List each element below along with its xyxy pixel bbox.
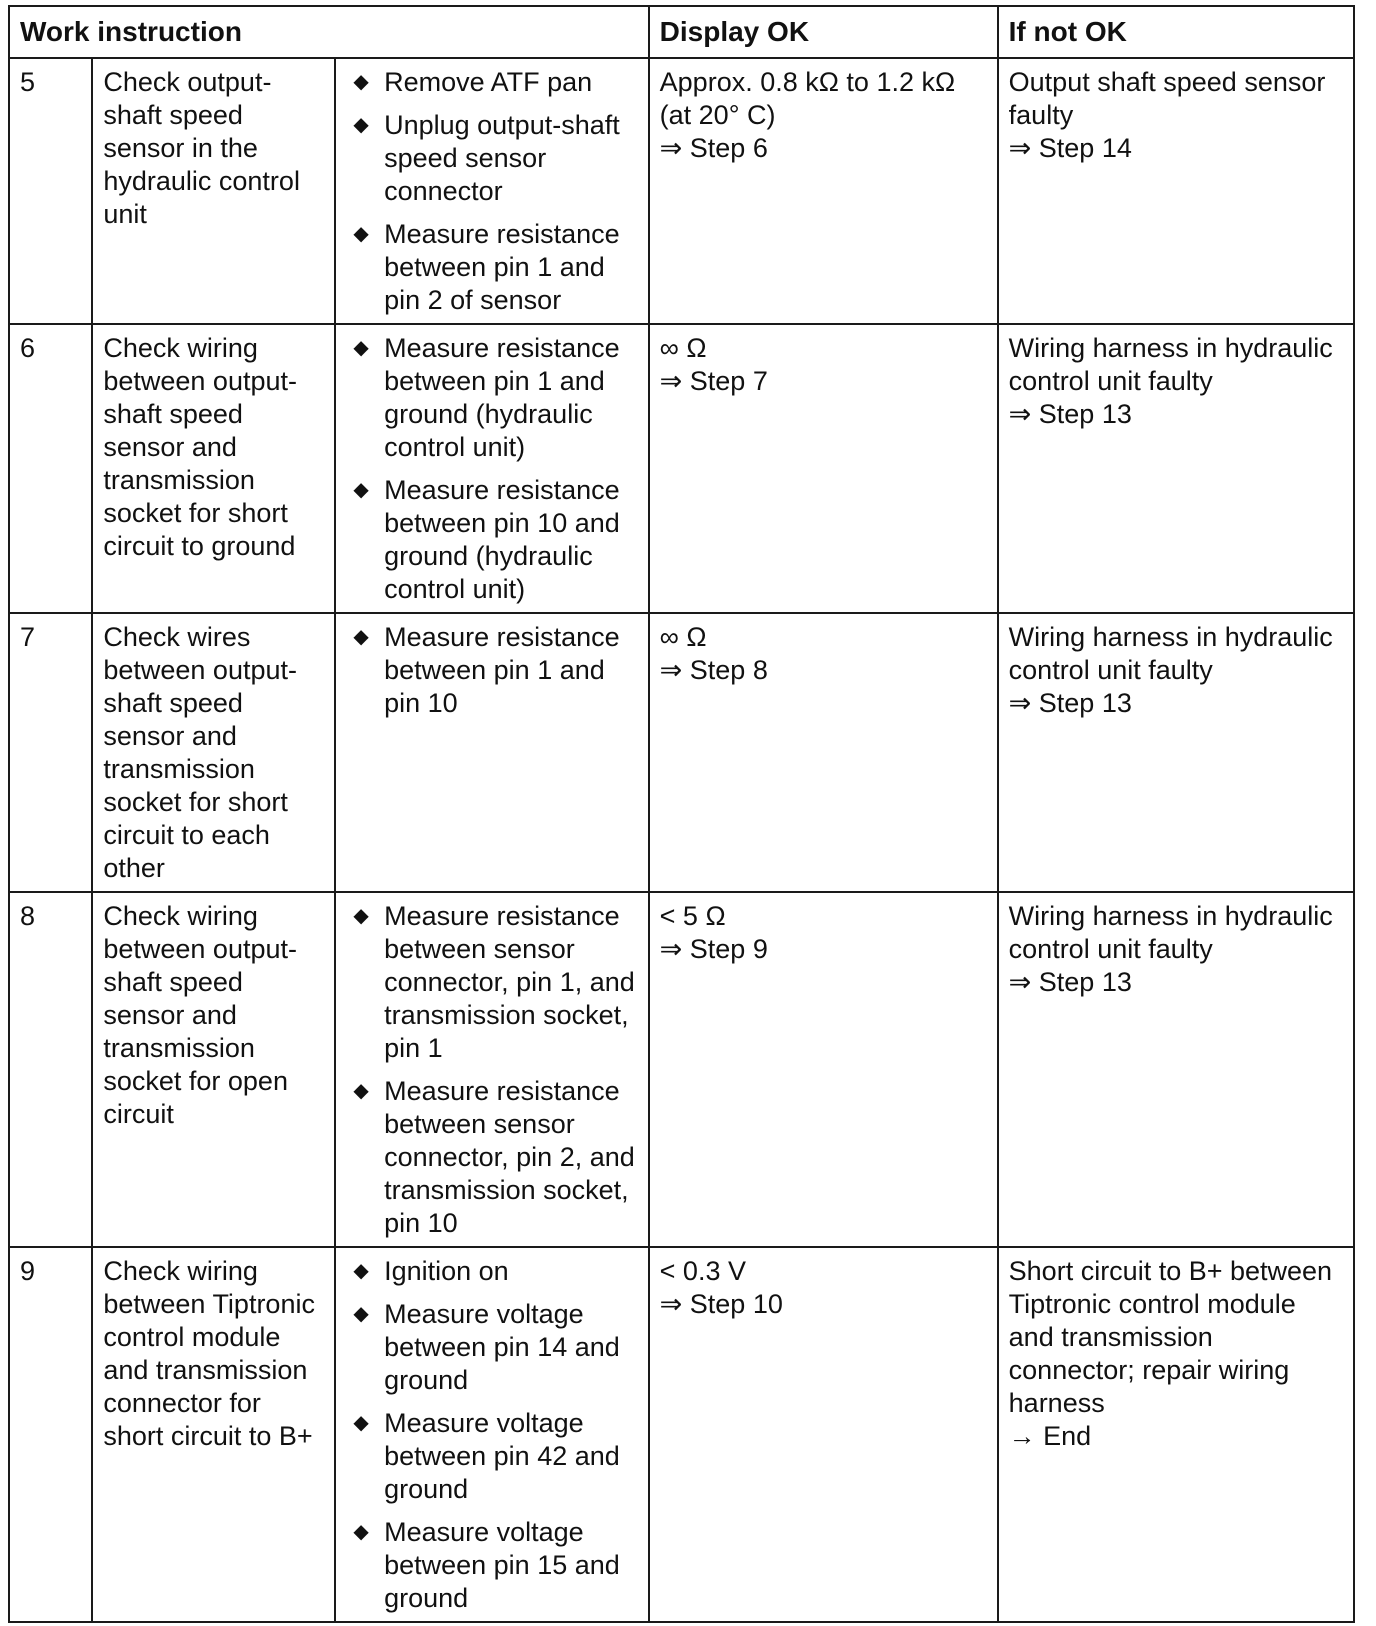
display-ok-cell (649, 1247, 998, 1622)
display-ok-cell (649, 613, 998, 892)
header-display-ok: Display OK (649, 6, 998, 58)
work-instruction-sheet (8, 5, 1355, 1623)
list-item (346, 109, 638, 208)
action-list (346, 900, 638, 1240)
table-row (9, 324, 1354, 613)
list-item (346, 332, 638, 464)
diamond-bullet-icon: ◆ (353, 626, 369, 648)
list-item (346, 218, 638, 317)
diamond-bullet-icon: ◆ (353, 479, 369, 501)
action-text: Measure resistance between pin 1 and ground (hydraulic control unit) (384, 333, 620, 462)
diamond-bullet-icon: ◆ (353, 1260, 369, 1282)
diamond-bullet-icon: ◆ (353, 1521, 369, 1543)
action-text: Remove ATF pan (384, 67, 593, 97)
header-row (9, 6, 1354, 58)
display-ok-text: ⇒ Step 10 (659, 1289, 783, 1319)
list-item (346, 1255, 638, 1288)
list-item (346, 1298, 638, 1397)
list-item (346, 66, 638, 99)
table-row (9, 892, 1354, 1247)
if-not-ok-cell (998, 1247, 1354, 1622)
display-ok-cell (649, 58, 998, 324)
step-number: 8 (9, 892, 92, 1247)
action-steps (335, 892, 649, 1247)
if-not-ok-text: Output shaft speed sensor faulty (1008, 67, 1326, 130)
if-not-ok-cell (998, 892, 1354, 1247)
check-description: Check wiring between output-shaft speed sensor and transmission socket for open circuit (92, 892, 335, 1247)
display-ok-text: ⇒ Step 8 (659, 655, 768, 685)
display-ok-text: Approx. 0.8 kΩ to 1.2 kΩ (659, 67, 956, 97)
if-not-ok-text: ⇒ Step 13 (1008, 967, 1132, 997)
action-steps (335, 58, 649, 324)
if-not-ok-text: Wiring harness in hydraulic control unit faulty (1008, 901, 1333, 964)
action-text: Measure voltage between pin 15 and ground (384, 1517, 620, 1613)
action-text: Measure resistance between pin 1 and pin 10 (384, 622, 620, 718)
action-text: Measure resistance between sensor connector, pin 1, and transmission socket, pin 1 (384, 901, 635, 1063)
action-list (346, 1255, 638, 1615)
step-number: 5 (9, 58, 92, 324)
check-description: Check wiring between output-shaft speed sensor and transmission socket for short circuit to ground (92, 324, 335, 613)
table-body (9, 58, 1354, 1622)
action-steps (335, 1247, 649, 1622)
table-row (9, 613, 1354, 892)
display-ok-text: ⇒ Step 6 (659, 133, 768, 163)
display-ok-text: < 5 Ω (659, 901, 726, 931)
diamond-bullet-icon: ◆ (353, 1303, 369, 1325)
step-number: 9 (9, 1247, 92, 1622)
display-ok-text: < 0.3 V (659, 1256, 746, 1286)
diamond-bullet-icon: ◆ (353, 71, 369, 93)
header-work-instruction: Work instruction (9, 6, 649, 58)
check-description: Check wires between output-shaft speed sensor and transmission socket for short circuit to each other (92, 613, 335, 892)
action-steps (335, 613, 649, 892)
list-item (346, 900, 638, 1065)
action-list (346, 332, 638, 606)
diamond-bullet-icon: ◆ (353, 1080, 369, 1102)
action-text: Measure resistance between pin 10 and ground (hydraulic control unit) (384, 475, 620, 604)
step-number: 6 (9, 324, 92, 613)
display-ok-text: ⇒ Step 9 (659, 934, 768, 964)
if-not-ok-cell (998, 613, 1354, 892)
header-if-not-ok: If not OK (998, 6, 1354, 58)
if-not-ok-text: Short circuit to B+ between Tiptronic control module and transmission connector; repair wiring harness (1008, 1256, 1333, 1418)
list-item (346, 1407, 638, 1506)
diamond-bullet-icon: ◆ (353, 905, 369, 927)
diamond-bullet-icon: ◆ (353, 1412, 369, 1434)
display-ok-cell (649, 892, 998, 1247)
action-text: Measure resistance between sensor connector, pin 2, and transmission socket, pin 10 (384, 1076, 635, 1238)
if-not-ok-text: Wiring harness in hydraulic control unit faulty (1008, 333, 1333, 396)
step-number: 7 (9, 613, 92, 892)
action-list (346, 66, 638, 317)
check-description: Check output-shaft speed sensor in the hydraulic control unit (92, 58, 335, 324)
action-text: Ignition on (384, 1256, 509, 1286)
if-not-ok-cell (998, 58, 1354, 324)
if-not-ok-text: ⇒ Step 13 (1008, 688, 1132, 718)
list-item (346, 1075, 638, 1240)
list-item (346, 1516, 638, 1615)
display-ok-cell (649, 324, 998, 613)
action-steps (335, 324, 649, 613)
display-ok-text: ⇒ Step 7 (659, 366, 768, 396)
table-row (9, 58, 1354, 324)
action-text: Measure voltage between pin 14 and ground (384, 1299, 620, 1395)
diamond-bullet-icon: ◆ (353, 114, 369, 136)
action-list (346, 621, 638, 720)
action-text: Unplug output-shaft speed sensor connector (384, 110, 620, 206)
action-text: Measure resistance between pin 1 and pin 2 of sensor (384, 219, 620, 315)
if-not-ok-cell (998, 324, 1354, 613)
list-item (346, 474, 638, 606)
action-text: Measure voltage between pin 42 and ground (384, 1408, 620, 1504)
if-not-ok-text: ⇒ Step 14 (1008, 133, 1132, 163)
display-ok-text: (at 20° C) (659, 100, 776, 130)
display-ok-text: ∞ Ω (659, 333, 707, 363)
display-ok-text: ∞ Ω (659, 622, 707, 652)
diamond-bullet-icon: ◆ (353, 223, 369, 245)
if-not-ok-text: → End (1008, 1421, 1092, 1451)
table-row (9, 1247, 1354, 1622)
if-not-ok-text: Wiring harness in hydraulic control unit faulty (1008, 622, 1333, 685)
diagnostic-table (8, 5, 1355, 1623)
list-item (346, 621, 638, 720)
diamond-bullet-icon: ◆ (353, 337, 369, 359)
check-description: Check wiring between Tiptronic control module and transmission connector for short circuit to B+ (92, 1247, 335, 1622)
if-not-ok-text: ⇒ Step 13 (1008, 399, 1132, 429)
